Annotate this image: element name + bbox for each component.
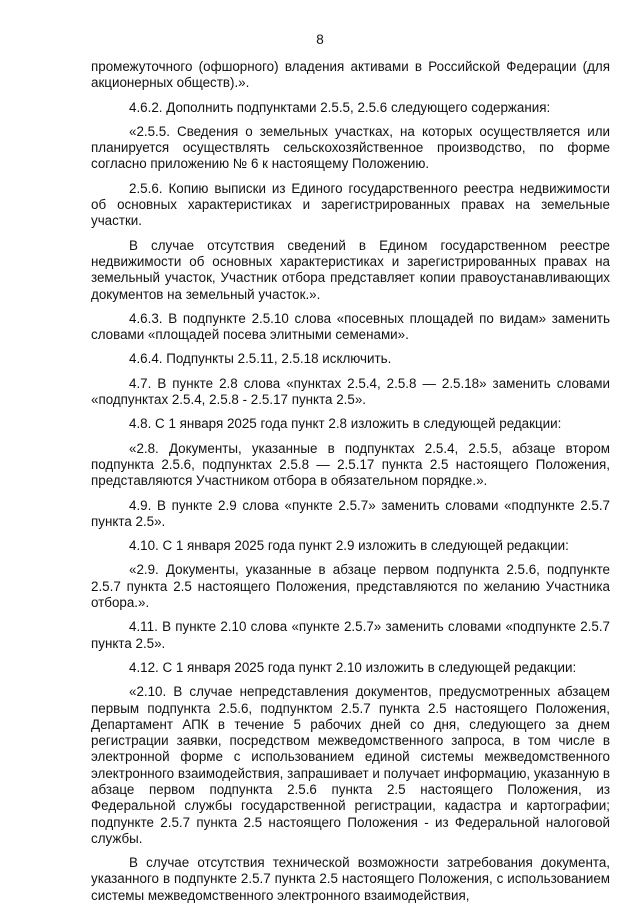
page-number: 8 [316, 32, 324, 47]
paragraph-4-11: 4.11. В пункте 2.10 слова «пункте 2.5.7» заменить словами «подпункте 2.5.7 пункта 2.5». [91, 619, 610, 651]
paragraph-2-5-5: «2.5.5. Сведения о земельных участках, на которых осуществляется или планируется осуществлять сельскохозяйственное производство, по форме согласно приложению № 6 к настоящему Положению. [91, 123, 610, 172]
paragraph-2-5-6-absence: В случае отсутствия сведений в Едином государственном реестре недвижимости об основных характеристиках и зарегистрированных правах на земельный участок, Участник отбора представляет копии правоустанавливающих документов на земельный участок.». [91, 237, 610, 302]
paragraph-2-10-absence: В случае отсутствия технической возможности затребования документа, указанного в подпункте 2.5.7 пункта 2.5 настоящего Положения, с использованием системы межведомственного электронного взаимодействия, [91, 855, 610, 903]
paragraph-4-6-3: 4.6.3. В подпункте 2.5.10 слова «посевных площадей по видам» заменить словами «площадей посева элитными семенами». [91, 310, 610, 343]
paragraph-4-6-2: 4.6.2. Дополнить подпунктами 2.5.5, 2.5.6 следующего содержания: [129, 99, 551, 115]
paragraph-4-8: 4.8. С 1 января 2025 года пункт 2.8 изложить в следующей редакции: [129, 416, 562, 432]
paragraph-4-7: 4.7. В пункте 2.8 слова «пунктах 2.5.4, 2.5.8 — 2.5.18» заменить словами «подпунктах 2.5.4, 2.5.8 - 2.5.17 пункта 2.5». [91, 375, 610, 408]
paragraph-2-8: «2.8. Документы, указанные в подпунктах 2.5.4, 2.5.5, абзаце втором подпункта 2.5.6, подпунктах 2.5.8 — 2.5.17 пункта 2.5 настоящего Положения, представляются Участником отбора в обязательном порядке.». [91, 440, 610, 489]
paragraph-4-12: 4.12. С 1 января 2025 года пункт 2.10 изложить в следующей редакции: [129, 659, 577, 675]
document-body [91, 59, 610, 912]
paragraph-2-5-6: 2.5.6. Копию выписки из Единого государственного реестра недвижимости об основных характеристиках и зарегистрированных правах на земельные участки. [91, 180, 610, 229]
paragraph-2-9: «2.9. Документы, указанные в абзаце первом подпункта 2.5.6, подпункте 2.5.7 пункта 2.5 настоящего Положения, представляются по желанию Участника отбора.». [91, 562, 610, 611]
paragraph-4-9: 4.9. В пункте 2.9 слова «пункте 2.5.7» заменить словами «подпункте 2.5.7 пункта 2.5». [91, 497, 610, 529]
paragraph-continuation: промежуточного (офшорного) владения активами в Российской Федерации (для акционерных обществ).». [91, 59, 610, 91]
paragraph-4-6-4: 4.6.4. Подпункты 2.5.11, 2.5.18 исключить. [129, 351, 392, 367]
paragraph-4-10: 4.10. С 1 января 2025 года пункт 2.9 изложить в следующей редакции: [129, 538, 569, 554]
paragraph-2-10: «2.10. В случае непредставления документов, предусмотренных абзацем первым подпункта 2.5.6, подпунктом 2.5.7 пункта 2.5 настоящего Положения, Департамент АПК в течение 5 рабочих дней со дня, следующего за днем регистрации заявки, посредством межведомственного запроса, в том числе в электронной форме с использованием единой системы межведомственного электронного взаимодействия, запрашивает и получает информацию, указанную в абзаце первом подпункта 2.5.6 пункта 2.5 настоящего Положения, из Федеральной службы государственной регистрации, кадастра и картографии; подпункте 2.5.7 пункта 2.5 настоящего Положения - из Федеральной налоговой службы. [91, 684, 610, 846]
